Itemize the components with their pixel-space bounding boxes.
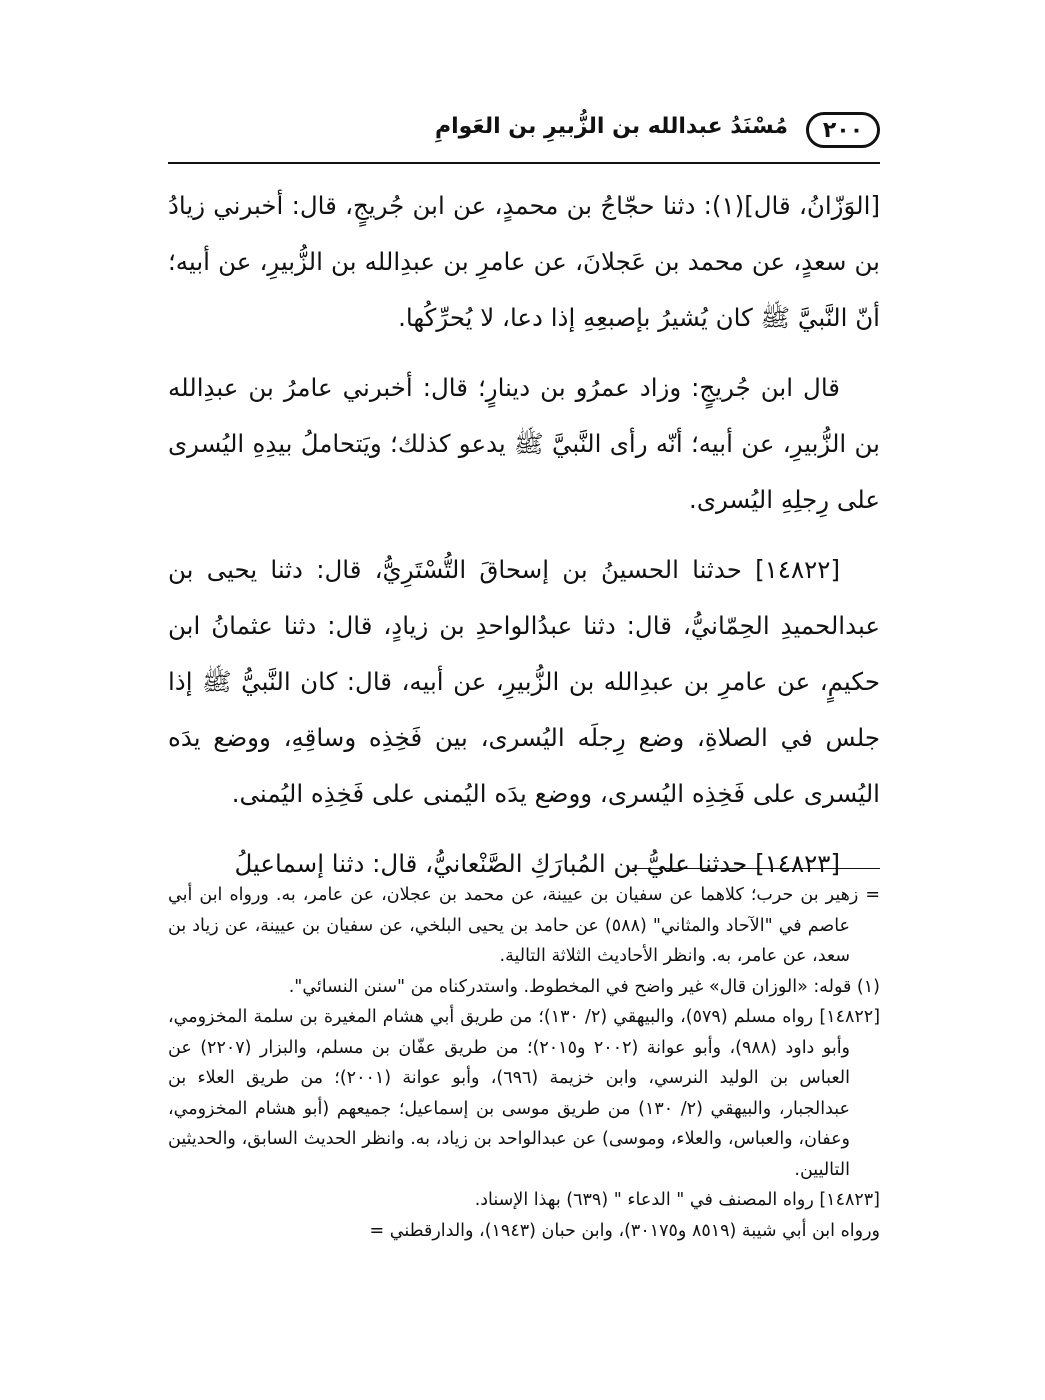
hadith-14823: [١٤٨٢٣] حدثنا عليُّ بن المُبارَكِ الصَّنْعانيُّ، قال: دثنا إسماعيلُ: [234, 849, 840, 878]
footnote-continuation: = زهير بن حرب؛ كلاهما عن سفيان بن عيينة، عن محمد بن عجلان، عن عامر، به. ورواه ابن أبي عاصم في "الآحاد والمثاني" (٥٨٨) عن حامد بن يحيى البلخي، عن سفيان بن عيينة، عن زياد بن سعد، عن عامر، به. وانظر الأحاديث الثلاثة التالية.: [168, 885, 880, 966]
page-number-badge: ٢٠٠: [806, 112, 880, 148]
header-rule: [168, 162, 880, 164]
hadith-14822: [١٤٨٢٢] حدثنا الحسينُ بن إسحاقَ التُّسْتَرِيُّ، قال: دثنا يحيى بن عبدالحميدِ الحِمّانيُّ، قال: دثنا عبدُالواحدِ بن زيادٍ، قال: دثنا عثمانُ ابن حكيمٍ، عن عامرِ بن عبدِالله بن الزُّبيرِ، عن أبيه، قال: كان النَّبيُّ ﷺ إذا جلس في الصلاةِ، وضع رِجلَه اليُسرى، بين فَخِذِه وساقِهِ، ووضع يدَه اليُسرى على فَخِذِه اليُسرى، ووضع يدَه اليُمنى على فَخِذِه اليُمنى.: [168, 555, 880, 808]
paragraph-1: [الوَزّانُ، قال](١): دثنا حجّاجُ بن محمدٍ، عن ابن جُريجٍ، قال: أخبرني زيادُ بن سعدٍ، عن محمد بن عَجلانَ، عن عامرِ بن عبدِالله بن الزُّبيرِ، عن أبيه؛ أنّ النَّبيَّ ﷺ كان يُشيرُ بإصبعِهِ إذا دعا، لا يُحرِّكُها.: [168, 191, 880, 332]
running-title: مُسْنَدُ عبدالله بن الزُّبيرِ بن العَوامِ: [434, 114, 788, 139]
main-text: [168, 178, 880, 906]
footnote-14823-continued: ورواه ابن أبي شيبة (٨٥١٩ و٣٠١٧٥)، وابن حبان (١٩٤٣)، والدارقطني =: [369, 1220, 880, 1241]
footnote-14822: [١٤٨٢٢] رواه مسلم (٥٧٩)، والبيهقي (٢/ ١٣٠)؛ من طريق أبي هشام المغيرة بن سلمة المخزومي، وأبو داود (٩٨٨)، وأبو عوانة (٢٠٠٢ و٢٠١٥)؛ من طريق عفّان بن مسلم، والبزار (٢٢٠٧) عن العباس بن الوليد النرسي، وابن خزيمة (٦٩٦)، وأبو عوانة (٢٠٠١)؛ من طريق العلاء بن عبدالجبار، والبيهقي (٢/ ١٣٠) من طريق موسى بن إسماعيل؛ جميعهم (أبو هشام المخزومي، وعفان، والعباس، والعلاء، وموسى) عن عبدالواحد بن زياد، به. وانظر الحديث السابق، والحديثين التاليين.: [168, 1007, 881, 1180]
footnote-14823: [١٤٨٢٣] رواه المصنف في " الدعاء " (٦٣٩) بهذا الإسناد.: [474, 1190, 880, 1210]
paragraph-2: قال ابن جُريجٍ: وزاد عمرُو بن دينارٍ؛ قال: أخبرني عامرُ بن عبدِالله بن الزُّبيرِ، عن أبيه؛ أنّه رأى النَّبيَّ ﷺ يدعو كذلك؛ ويَتحاملُ بيدِهِ اليُسرى على رِجلِهِ اليُسرى.: [168, 373, 880, 514]
footnote-separator: [632, 868, 880, 869]
footnotes: [168, 880, 880, 1246]
page-header: [168, 98, 880, 158]
footnote-1: (١) قوله: «الوزان قال» غير واضح في المخطوط. واستدركناه من "سنن النسائي".: [288, 976, 880, 997]
